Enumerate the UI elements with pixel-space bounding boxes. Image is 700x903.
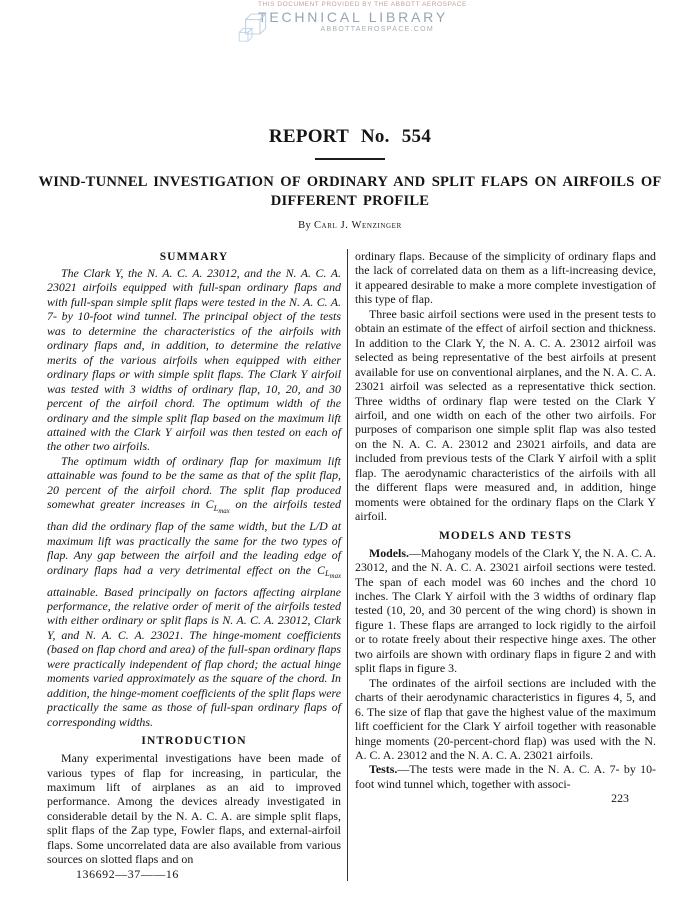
formula-base: C [317, 562, 325, 577]
stamp-text-block [258, 1, 467, 33]
airfoil-sections-paragraph: Three basic airfoil sections were used in the present tests to obtain an estimate of the effect of airfoil section and thickness. In addition to the Clark Y, the N. A. C. A. 23012 airfoil was selected as being representative of the best airfoils at present available for use on conventional airplanes, and the N. A. C. A. 23021 airfoil was selected as a representative thick section. Three widths of ordinary flap were tested on the Clark Y airfoil, and one width on each of the other two airfoils. For purposes of comparison one simple split flap was also tested on the N. A. C. A. 23012 and 23021 airfoils, and data are included from previous tests of the Clark Y airfoil with a split flap. The aerodynamic characteristics of the airfoils with all the different flaps were measured and, in addition, hinge moments were obtained for the ordinary flaps on the Clark Y airfoil. [355, 306, 656, 524]
abbott-cube-logo-icon [236, 6, 268, 51]
models-paragraph-text: —Mahogany models of the Clark Y, the N. A. C. A. 23012, and the N. A. C. A. 23021 airfoil sections were tested. The span of each model was 60 inches and the chord 10 inches. The Clark Y airfoil with the 3 widths of ordinary flap tested (10, 20, and 30 percent of the wing chord) is shown in figure 1. These flaps are arranged to lock rigidly to the airfoil or to rotate freely about their respective hinge axes. The other two airfoils are shown with ordinary flaps in figure 2 and with split flaps in figure 3. [355, 545, 656, 676]
right-column [348, 249, 656, 881]
cl-max-formula [205, 497, 230, 515]
report-number: REPORT No. 554 [268, 126, 432, 147]
page-number: 223 [611, 791, 629, 806]
tests-paragraph [355, 762, 656, 791]
formula-subsub: max [329, 573, 341, 581]
summary-heading: SUMMARY [159, 251, 229, 263]
body-columns [47, 249, 656, 881]
byline-prefix: By [298, 219, 312, 231]
models-and-tests-heading: MODELS AND TESTS [438, 529, 573, 542]
left-column [47, 249, 347, 881]
continuation-paragraph: ordinary flaps. Because of the simplicity of ordinary flaps and the lack of correlated data on them as a lift-increasing device, it appeared desirable to make a more complete investigation of this type of flap. [355, 249, 656, 307]
formula-sub: L [324, 568, 330, 579]
stamp-provided-line: THIS DOCUMENT PROVIDED BY THE ABBOTT AEROSPACE [258, 1, 467, 8]
technical-library-stamp [236, 1, 467, 33]
tests-lead-in: Tests. [369, 762, 398, 777]
formula-base: C [205, 497, 214, 512]
title-rule [315, 158, 385, 160]
summary-p2-part-a: The optimum width of ordinary flap for maximum lift attainable was found to be the same as that of the split flap, 20 percent of the airfoil chord. The split flap produced somewhat greater increases in [47, 453, 341, 512]
tests-paragraph-text: —The tests were made in the N. A. C. A. 7- by 10-foot wind tunnel which, together with associ- [355, 762, 656, 791]
title-block [0, 126, 700, 231]
summary-paragraph-2 [47, 454, 341, 729]
models-paragraph [355, 546, 656, 676]
report-title-line2: DIFFERENT PROFILE [270, 193, 430, 210]
technical-library-title: TECHNICAL LIBRARY [258, 9, 448, 25]
models-lead-in: Models. [369, 545, 409, 560]
summary-p2-part-c: attainable. Based principally on factors affecting airplane performance, the relative order of merit of the airfoils tested with either ordinary or split flaps is N. A. C. A. 23012, Clark Y, and N. A. C. A. 23021. The hinge-moment coefficients (based on flap chord and area) of the full-span ordinary flaps were practically independent of flap chord; the actual hinge moments varied approximately as the square of the chord. In addition, the hinge-moment coefficients of the split flaps were practically the same as those of full-span ordinary flaps of corresponding widths. [47, 584, 341, 729]
report-title [30, 173, 670, 212]
report-title-line1: WIND-TUNNEL INVESTIGATION OF ORDINARY AND SPLIT FLAPS ON AIRFOILS OF [38, 174, 662, 190]
stamp-site-url: ABBOTTAEROSPACE.COM [320, 26, 434, 33]
introduction-heading: INTRODUCTION [141, 735, 247, 748]
print-code: 136692—37——16 [76, 866, 179, 881]
formula-sub: L [213, 502, 219, 513]
summary-p2-part-b: on the airfoils tested than did the ordinary flap of the same width, but the L/D at maximum lift was practically the same for the two types of flap. Any gap between the airfoil and the leading edge of ordinary flaps had a very detrimental effect on the [47, 497, 342, 577]
byline [0, 220, 700, 231]
ordinates-paragraph: The ordinates of the airfoil sections are included with the charts of their aerodynamic characteristics in figures 4, 5, and 6. The size of flap that gave the highest value of the maximum lift coefficient for the Clark Y airfoil together with reasonable hinge moments (20-percent-chord flap) was used with the N. A. C. A. 23012 and the N. A. C. A. 23021 airfoils. [355, 675, 656, 762]
cl-max-formula [317, 562, 341, 581]
introduction-paragraph: Many experimental investigations have been made of various types of flap for increasing, in particular, the maximum lift of airplanes as an aid to improved performance. Among the devices already investigated in considerable detail by the N. A. C. A. are simple split flaps, split flaps of the Zap type, Fowler flaps, and external-airfoil flaps. Some uncorrelated data are also available from various sources on slotted flaps and on [47, 751, 341, 867]
formula-subsub: max [218, 507, 230, 515]
author-name: Carl J. Wenzinger [313, 219, 402, 231]
summary-paragraph-1: The Clark Y, the N. A. C. A. 23012, and the N. A. C. A. 23021 airfoils equipped with full-span ordinary flaps and with full-span simple split flaps were tested in the N. A. C. A. 7- by 10-foot wind tunnel. The principal object of the tests was to determine the characteristics of the airfoils with ordinary flaps and, in addition, to determine the relative merits of the various airfoils when equipped with either ordinary flaps or with simple split flaps. The Clark Y airfoil was tested with 3 widths of ordinary flap, 10, 20, and 30 percent of the airfoil chord. The optimum width of the ordinary and the simple split flap based on the maximum lift attained with the Clark Y airfoil was then tested on each of the other two airfoils. [47, 266, 341, 454]
